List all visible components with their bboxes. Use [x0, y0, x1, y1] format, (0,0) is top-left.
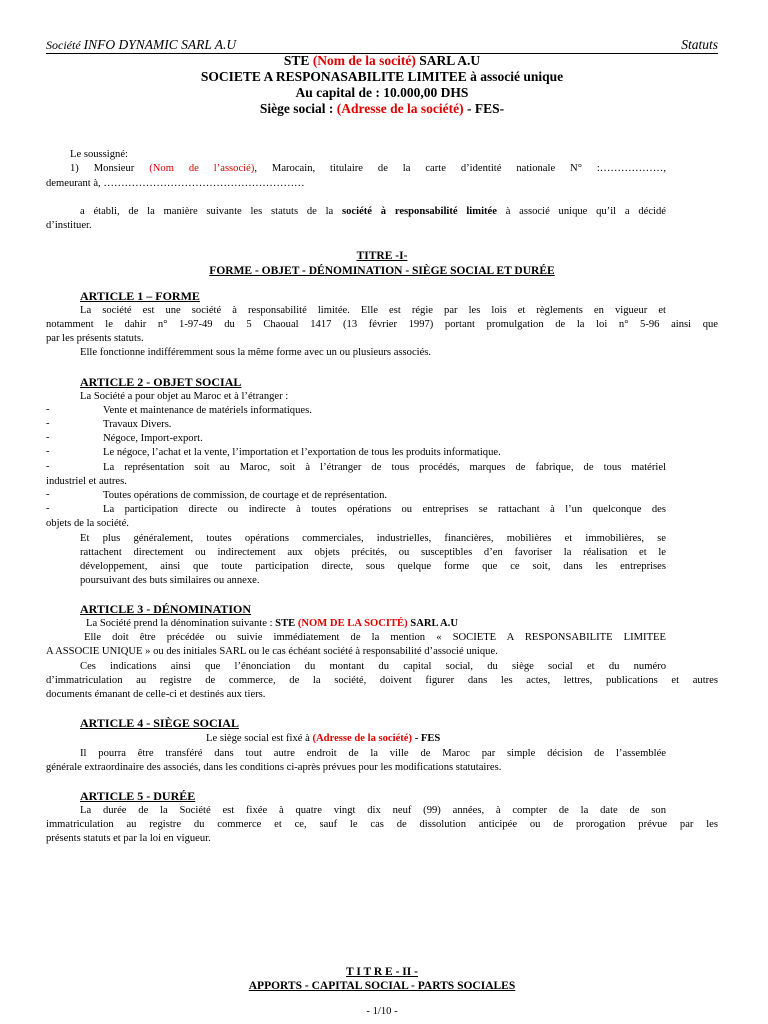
article-2-item-5-line-1: La représentation soit au Maroc, soit à l’étranger de tous procédés, marques de fabrique, de tous matériel — [103, 462, 666, 473]
header-doc-type: Statuts — [681, 37, 718, 52]
article-3-line-6: documents émanant de celle-ci et destinés aux tiers. — [46, 689, 266, 700]
article-3-name-placeholder: (NOM DE LA SOCITÉ) — [297, 618, 408, 629]
article-3-sarl: SARL A.U — [410, 618, 458, 629]
titre-1-sub-label: FORME - OBJET - DÉNOMINATION - SIÈGE SOCIAL ET DURÉE — [209, 265, 555, 277]
intro-line-2: demeurant à, ………………………………………………… — [46, 178, 305, 189]
title-company-placeholder: (Nom de la socité) — [312, 53, 416, 68]
intro-monsieur: 1) Monsieur — [70, 163, 135, 174]
header-company — [46, 37, 236, 53]
titre-2-sub — [46, 976, 718, 994]
article-1-line-4: Elle fonctionne indifféremment sous la même forme avec un ou plusieurs associés. — [80, 347, 432, 358]
article-3-line-5: d’immatriculation au registre de commerce, de la société, doivent figurer dans les actes, lettres, publications et autres — [46, 675, 718, 686]
title-address-placeholder: (Adresse de la société) — [336, 101, 464, 116]
article-3-ste: STE — [275, 618, 296, 629]
list-bullet: - — [46, 404, 50, 415]
article-2-item-3: Négoce, Import-export. — [103, 433, 203, 444]
list-bullet: - — [46, 446, 50, 457]
article-3-line-2: Elle doit être précédée ou suivie immédiatement de la mention « SOCIETE A RESPONSABILITE LIMITEE — [84, 632, 666, 643]
article-2-intro: La Société a pour objet au Maroc et à l’étranger : — [80, 391, 289, 402]
article-4-line-3: générale extraordinaire des associés, dans les conditions ci-après prévues pour les modifications statutaires. — [46, 762, 502, 773]
titre-2-sub-label: APPORTS - CAPITAL SOCIAL - PARTS SOCIALES — [248, 980, 516, 992]
article-3-line-3: A ASSOCIE UNIQUE » ou des initiales SARL ou le cas échéant société à responsabilité d’associé unique. — [46, 646, 498, 657]
article-3-heading: ARTICLE 3 - DÉNOMINATION — [80, 602, 252, 616]
article-4-prefix: Le siège social est fixé à — [206, 733, 310, 744]
article-3-line-1 — [86, 617, 458, 630]
titre-2-label: T I T R E - II - — [346, 966, 418, 978]
article-4-heading: ARTICLE 4 - SIÈGE SOCIAL — [80, 716, 239, 730]
article-2-item-5-line-2: industriel et autres. — [46, 476, 127, 487]
article-5-line-1: La durée de la Société est fixée à quatre vingt dix neuf (99) années, à compter de la date de son — [80, 805, 666, 816]
article-5-line-3: présents statuts et par la loi en vigueur. — [46, 833, 211, 844]
article-2-item-7-line-1: La participation directe ou indirecte à toutes opérations ou entreprises se rattachant à l’un quelconque des — [103, 504, 666, 515]
article-2-item-2: Travaux Divers. — [103, 419, 172, 430]
page-number: - 1/10 - — [366, 1006, 398, 1017]
titre-1-label: TITRE -I- — [356, 250, 408, 262]
article-4-line-2: Il pourra être transféré dans tout autre endroit de la ville de Maroc par simple décision de l’assemblée — [80, 748, 666, 759]
list-bullet: - — [46, 432, 50, 443]
article-4-address-placeholder: (Adresse de la société) — [312, 733, 413, 744]
intro-etabli-line-1 — [80, 205, 666, 218]
article-4-line-1 — [206, 732, 440, 745]
title-sarl: SARL A.U — [419, 53, 481, 68]
article-1-line-1: La société est une société à responsabilité limitée. Elle est régie par les lois et règlements en vigueur et — [80, 305, 666, 316]
article-4-city: - FES — [414, 733, 441, 744]
intro-etabli-bold: société à responsabilité limitée — [342, 206, 497, 217]
list-bullet: - — [46, 461, 50, 472]
article-1-line-2: notamment le dahir n° 1-97-49 du 5 Chaoual 1417 (13 février 1997) portant promulgation de la loi n° 5-96 ainsi que — [46, 319, 718, 330]
article-2-item-1: Vente et maintenance de matériels informatiques. — [103, 405, 312, 416]
intro-cin: , Marocain, titulaire de la carte d’identité nationale N° :………………, — [254, 163, 666, 174]
article-5-line-2: immatriculation au registre du commerce et ce, sauf le cas de dissolution anticipée ou de prorogation prévue par les — [46, 819, 718, 830]
list-bullet: - — [46, 503, 50, 514]
list-bullet: - — [46, 418, 50, 429]
article-2-general-line-2: rattachent directement ou indirectement aux objets précités, ou susceptibles d’en favoriser la réalisation et le — [80, 547, 666, 558]
article-2-item-4: Le négoce, l’achat et la vente, l’importation et l’exportation de tous les produits informatique. — [103, 447, 501, 458]
article-2-general-line-4: poursuivant des buts similaires ou annexe. — [80, 575, 260, 586]
title-line-4 — [46, 101, 718, 117]
article-5-heading: ARTICLE 5 - DURÉE — [80, 789, 196, 803]
title-city: - FES- — [466, 101, 505, 116]
article-1-line-3: par les présents statuts. — [46, 333, 144, 344]
title-line-2: SOCIETE A RESPONASABILITE LIMITEE à associé unique — [200, 69, 564, 84]
article-3-line-4: Ces indications ainsi que l’énonciation du montant du capital social, du siège social et du numéro — [80, 661, 666, 672]
intro-etabli-b: à associé unique qu’il a décidé — [505, 206, 666, 217]
article-2-heading: ARTICLE 2 - OBJET SOCIAL — [80, 375, 242, 389]
title-siege-label: Siège social : — [259, 101, 334, 116]
article-2-item-6: Toutes opérations de commission, de courtage et de représentation. — [103, 490, 388, 501]
intro-etabli-line-2: d’instituer. — [46, 220, 92, 231]
title-ste: STE — [283, 53, 310, 68]
header-company-prefix: Société — [46, 38, 81, 52]
intro-etabli-a: a établi, de la manière suivante les statuts de la — [80, 206, 334, 217]
article-2-item-7-line-2: objets de la société. — [46, 518, 129, 529]
list-bullet: - — [46, 489, 50, 500]
titre-1-sub — [46, 261, 718, 279]
header-company-name: INFO DYNAMIC SARL A.U — [83, 37, 237, 52]
article-1-heading: ARTICLE 1 – FORME — [80, 289, 200, 303]
title-line-1 — [46, 53, 718, 69]
page-header — [46, 37, 718, 54]
intro-line-1 — [70, 162, 666, 175]
intro-associe-placeholder: (Nom de l’associé) — [149, 163, 255, 174]
intro-soussigne: Le soussigné: — [70, 149, 128, 160]
article-2-general-line-3: développement, ainsi que toute participation directe, sous quelque forme que ce soit, dans les entreprises — [80, 561, 666, 572]
article-2-general-line-1: Et plus généralement, toutes opérations commerciales, industrielles, financières, mobilières et immobilières, se — [80, 533, 666, 544]
article-3-prefix: La Société prend la dénomination suivante : — [86, 618, 273, 629]
title-line-3: Au capital de : 10.000,00 DHS — [295, 85, 469, 100]
